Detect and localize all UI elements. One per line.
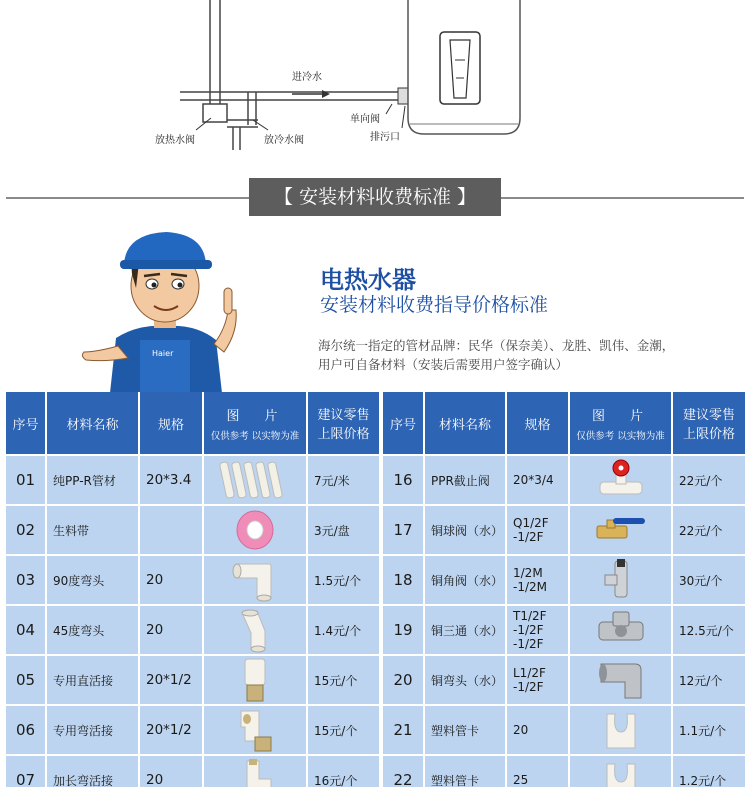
row-price: 1.5元/个 — [308, 556, 381, 606]
header-price-line-2: 上限价格 — [317, 427, 370, 442]
row-spec: 20*1/2 — [140, 656, 204, 706]
stop-valve-icon — [596, 458, 646, 502]
table-row — [6, 506, 381, 556]
table-header-row — [6, 392, 381, 456]
row-price: 12.5元/个 — [673, 606, 747, 656]
label-hot-valve: 放热水阀 — [155, 135, 195, 146]
row-no: 01 — [6, 456, 47, 506]
table-row — [383, 756, 747, 787]
row-spec: L1/2F -1/2F — [507, 656, 570, 706]
header-name: 材料名称 — [425, 392, 507, 456]
row-price: 1.1元/个 — [673, 706, 747, 756]
long-elbow-union-icon — [235, 757, 275, 787]
table-row — [6, 606, 381, 656]
row-name: 生料带 — [47, 506, 140, 556]
row-name: 90度弯头 — [47, 556, 140, 606]
row-spec: 1/2M -1/2M — [507, 556, 570, 606]
row-no: 19 — [383, 606, 425, 656]
row-spec — [140, 506, 204, 556]
row-spec: Q1/2F -1/2F — [507, 506, 570, 556]
row-name: 45度弯头 — [47, 606, 140, 656]
row-spec: 20 — [507, 706, 570, 756]
header-picture — [204, 392, 308, 456]
row-name: 纯PP-R管材 — [47, 456, 140, 506]
row-name: 铜角阀（水） — [425, 556, 507, 606]
header-spec: 规格 — [507, 392, 570, 456]
header-name: 材料名称 — [47, 392, 140, 456]
row-spec: 20 — [140, 606, 204, 656]
header-price — [308, 392, 381, 456]
table-row — [6, 656, 381, 706]
pipe-clip-icon — [599, 708, 643, 752]
price-table-left — [6, 392, 381, 787]
row-spec: 20 — [140, 756, 204, 787]
row-no: 18 — [383, 556, 425, 606]
description-line-2: 用户可自备材料（安装后需要用户签字确认） — [318, 357, 569, 372]
row-no: 06 — [6, 706, 47, 756]
brass-tee-icon — [595, 608, 647, 652]
row-picture — [204, 706, 308, 756]
header-no: 序号 — [383, 392, 425, 456]
header-price — [673, 392, 747, 456]
row-name: 铜球阀（水） — [425, 506, 507, 556]
row-no: 07 — [6, 756, 47, 787]
header-picture-note: 仅供参考 以实物为准 — [210, 430, 300, 442]
row-name: 专用弯活接 — [47, 706, 140, 756]
row-picture — [570, 656, 673, 706]
row-picture — [204, 456, 308, 506]
table-row — [6, 706, 381, 756]
worker-cap-brand: Haier — [152, 349, 174, 358]
section-banner: 【 安装材料收费标准 】 — [249, 178, 501, 216]
brass-elbow-icon — [595, 658, 647, 702]
table-row — [6, 556, 381, 606]
row-price: 1.2元/个 — [673, 756, 747, 787]
row-price: 12元/个 — [673, 656, 747, 706]
row-price: 16元/个 — [308, 756, 381, 787]
description-line-1: 海尔统一指定的管材品牌：民华（保奈美）、龙胜、凯伟、金潮， — [318, 338, 675, 353]
row-name: 铜三通（水） — [425, 606, 507, 656]
elbow-union-icon — [235, 707, 275, 753]
table-row — [383, 706, 747, 756]
table-header-row — [383, 392, 747, 456]
header-picture — [570, 392, 673, 456]
ptfe-tape-icon — [233, 508, 277, 552]
row-picture — [570, 556, 673, 606]
row-picture — [204, 556, 308, 606]
row-name: 塑料管卡 — [425, 706, 507, 756]
table-row — [6, 456, 381, 506]
row-price: 15元/个 — [308, 656, 381, 706]
label-check-valve: 单向阀 — [350, 114, 380, 125]
header-spec: 规格 — [140, 392, 204, 456]
elbow-45-icon — [235, 607, 275, 653]
row-spec: 20*3/4 — [507, 456, 570, 506]
headline-title: 电热水器 — [320, 266, 416, 294]
row-name: 专用直活接 — [47, 656, 140, 706]
row-no: 22 — [383, 756, 425, 787]
row-no: 05 — [6, 656, 47, 706]
headline-description — [318, 336, 746, 374]
table-row — [383, 506, 747, 556]
table-row — [383, 656, 747, 706]
pipe-clip-icon — [599, 758, 643, 787]
header-picture-title: 图 片 — [591, 408, 649, 424]
straight-union-icon — [240, 657, 270, 703]
row-picture — [570, 606, 673, 656]
worker-drawing — [78, 228, 253, 393]
row-no: 04 — [6, 606, 47, 656]
row-picture — [204, 656, 308, 706]
header-picture-title: 图 片 — [226, 408, 284, 424]
worker-illustration — [78, 228, 253, 393]
row-picture — [570, 706, 673, 756]
row-name: 铜弯头（水） — [425, 656, 507, 706]
row-spec: T1/2F -1/2F -1/2F — [507, 606, 570, 656]
header-no: 序号 — [6, 392, 47, 456]
row-no: 17 — [383, 506, 425, 556]
table-row — [383, 556, 747, 606]
row-picture — [570, 456, 673, 506]
row-price: 30元/个 — [673, 556, 747, 606]
row-price: 22元/个 — [673, 456, 747, 506]
label-drain: 排污口 — [370, 132, 400, 143]
label-cold-valve: 放冷水阀 — [264, 135, 304, 146]
angle-valve-icon — [601, 557, 641, 603]
table-row — [383, 606, 747, 656]
row-price: 1.4元/个 — [308, 606, 381, 656]
headline-subtitle: 安装材料收费指导价格标准 — [320, 294, 549, 316]
row-price: 3元/盘 — [308, 506, 381, 556]
row-spec: 25 — [507, 756, 570, 787]
row-no: 16 — [383, 456, 425, 506]
pipe-bundle-icon — [215, 458, 295, 502]
row-picture — [204, 606, 308, 656]
row-no: 03 — [6, 556, 47, 606]
installation-diagram — [0, 0, 750, 200]
table-row — [383, 456, 747, 506]
header-price-line-1: 建议零售 — [682, 408, 735, 423]
row-no: 02 — [6, 506, 47, 556]
row-picture — [570, 756, 673, 787]
row-spec: 20*3.4 — [140, 456, 204, 506]
price-table-right — [383, 392, 747, 787]
row-spec: 20*1/2 — [140, 706, 204, 756]
row-name: PPR截止阀 — [425, 456, 507, 506]
label-cold-water-in: 进冷水 — [292, 72, 322, 83]
row-price: 7元/米 — [308, 456, 381, 506]
header-picture-note: 仅供参考 以实物为准 — [576, 430, 665, 442]
row-picture — [570, 506, 673, 556]
table-row — [6, 756, 381, 787]
row-name: 塑料管卡 — [425, 756, 507, 787]
header-price-line-1: 建议零售 — [317, 408, 370, 423]
row-name: 加长弯活接 — [47, 756, 140, 787]
row-price: 15元/个 — [308, 706, 381, 756]
installation-diagram-drawing — [0, 0, 750, 200]
row-no: 21 — [383, 706, 425, 756]
row-picture — [204, 506, 308, 556]
elbow-90-icon — [231, 558, 279, 602]
row-no: 20 — [383, 656, 425, 706]
row-picture — [204, 756, 308, 787]
header-price-line-2: 上限价格 — [682, 427, 735, 442]
ball-valve-icon — [593, 510, 649, 550]
row-price: 22元/个 — [673, 506, 747, 556]
row-spec: 20 — [140, 556, 204, 606]
